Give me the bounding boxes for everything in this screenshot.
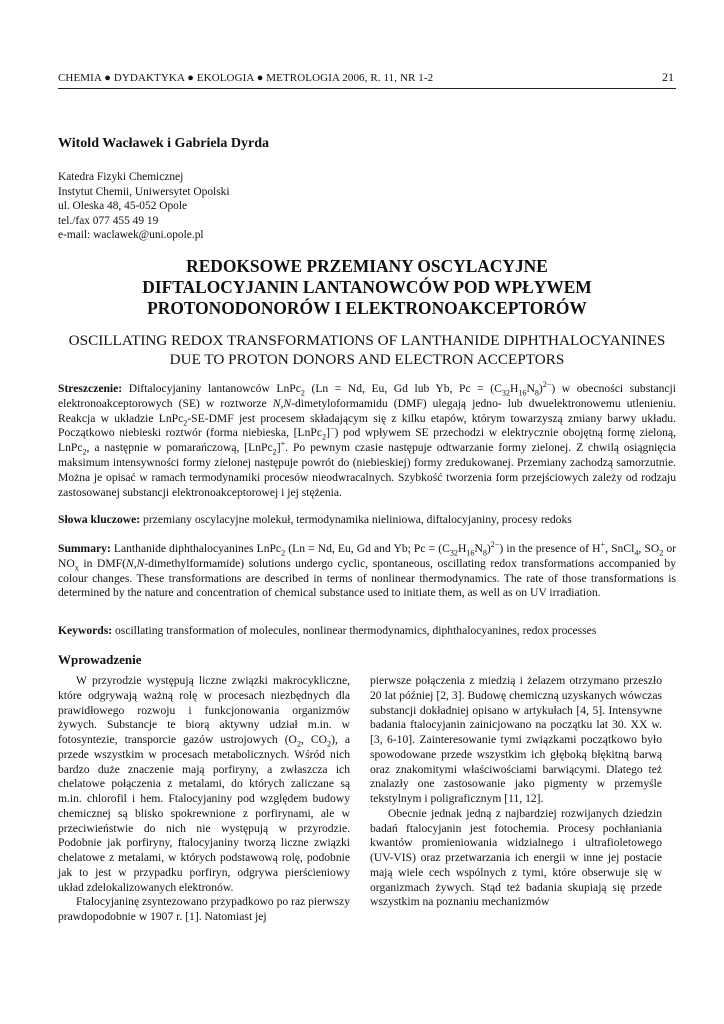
- header-rule: [58, 88, 676, 89]
- subscript: 2: [327, 739, 332, 749]
- title-line: OSCILLATING REDOX TRANSFORMATIONS OF LANTHANIDE DIPHTHALOCYANINES: [68, 332, 666, 349]
- text: -dimetyloformamidu (DMF) ulegają jedno- lub dwuelektronowemu utlenieniu. Reakcja w układzie LnPc: [58, 396, 676, 425]
- text: ]: [326, 426, 330, 440]
- subscript: 2: [183, 417, 188, 427]
- text: ): [538, 382, 543, 395]
- text: ) w obecności substancji elektronoakceptorowych (SE) w roztworze: [58, 382, 676, 410]
- text: ), a przede wszystkim w procesach metabolicznych. Wśród nich bardzo duże znaczenie mają porfiryny, a zwłaszcza ich chelatowe połączenia z metalami, do których zaliczane są m.in. chlorofil i hem. Ftalocyjaniny pod względem budowy chemicznej są blisko spokrewnione z porfirynami, ale w przeciwieństwie do nich nie występują w przyrodzie. Podobnie jak porfiryny, ftalocyjaniny tworzą liczne związki chelatowe z metalami, w których podstawową rolę, podobnie jak to jest w przypadku porfiryn, odgrywa pierścieniowy układ zdelokalizowanych elektronów.: [58, 733, 351, 894]
- authors: Witold Wacławek i Gabriela Dyrda: [58, 136, 270, 151]
- superscript: 2−: [542, 380, 552, 390]
- text: or NO: [58, 542, 677, 570]
- title-line: DUE TO PROTON DONORS AND ELECTRON ACCEPTORS: [169, 350, 565, 368]
- keywords-label: Słowa kluczowe:: [58, 513, 141, 526]
- summary-label: Summary:: [58, 542, 111, 555]
- text: -SE-DMF jest procesem składającym się z kilku etapów, którym towarzyszą zmiany barwy układu. Początkowo niebieski roztwór (forma niebieska, [LnPc: [58, 411, 676, 440]
- summary-english: [58, 542, 676, 601]
- keywords-polish: [58, 513, 676, 528]
- text: ) pod wpływem SE przechodzi w elektrycznie obojętną formę zieloną, LnPc: [58, 426, 676, 455]
- text: ]: [276, 441, 281, 455]
- title-line: DIFTALOCYJANIN LANTANOWCÓW POD WPŁYWEM: [142, 277, 592, 297]
- subscript: 32: [449, 548, 458, 558]
- body-column-left: [58, 674, 350, 925]
- keywords-text: przemiany oscylacyjne molekuł, termodynamika nieliniowa, diftalocyjaniny, procesy redoks: [140, 513, 572, 526]
- text: Lanthanide diphthalocyanines LnPc: [110, 542, 282, 555]
- text: Diftalocyjaniny lantanowców LnPc: [122, 382, 301, 395]
- subscript: 8: [482, 548, 487, 558]
- italic-text: N,N: [272, 396, 292, 410]
- abstract-polish: [58, 382, 676, 500]
- body-column-right: [370, 674, 662, 910]
- subscript: 32: [501, 388, 510, 398]
- keywords-english: [58, 624, 676, 639]
- text: , CO: [301, 733, 328, 746]
- abstract-label: Streszczenie:: [58, 382, 123, 395]
- text: , a następnie w pomarańczową, [LnPc: [86, 441, 273, 455]
- subscript: 2: [300, 388, 305, 398]
- superscript: +: [280, 439, 286, 449]
- affiliation-line: Instytut Chemii, Uniwersytet Opolski: [58, 185, 230, 198]
- text: , SO: [638, 542, 660, 555]
- text: N: [526, 382, 535, 395]
- paragraph: [58, 674, 350, 895]
- text: ) in the presence of H: [499, 542, 601, 555]
- keywords-text: oscillating transformation of molecules, nonlinear thermodynamics, diphthalocyanines, redox processes: [112, 624, 597, 637]
- page-number: 21: [662, 70, 674, 84]
- text: in DMF(: [78, 556, 126, 570]
- text: W przyrodzie występują liczne związki makrocykliczne, które odgrywają ważną rolę w procesach niezbędnych dla prawidłowego rozwoju i funkcjonowania organizmów żywych. Substancje te biorą aktywny udział m.in. w fotosyntezie, transporcie gazów ustrojowych (O: [58, 674, 350, 746]
- superscript: 2−: [490, 540, 500, 550]
- paragraph: Obecnie jednak jedną z najbardziej rozwijanych dziedzin badań ftalocyjanin jest fotochemia. Procesy pochłaniania kwantów promieniowania widzialnego i ultrafioletowego (UV-VIS) oraz przetwarzania ich energii w inne jej postacie mają wiele cech wspólnych z tymi, które obserwuje się w organizmach żywych. Stąd też badania skupiają się przede wszystkim na poznaniu mechanizmów: [370, 806, 662, 909]
- text: H: [509, 382, 519, 395]
- paragraph: pierwsze połączenia z miedzią i żelazem otrzymano przeszło 20 lat później [2, 3]. Budowę chemiczną uzyskanych wówczas substancji dokładniej opisano w artykułach [4, 5]. Intensywne badania ftalocyjanin zainicjowano na początku lat 30. XX w. [3, 6-10]. Zainteresowanie tymi związkami początkowo było spowodowane przede wszystkim ich głęboką błękitną barwą oraz znakomitymi właściwościami barwiącymi. Dlatego też znalazły one zastosowanie jako pigmenty w przemyśle tekstylnym i poligraficznym [11, 12].: [370, 674, 662, 805]
- subscript: x: [74, 563, 79, 573]
- superscript: −: [329, 424, 335, 434]
- affiliation-email: e-mail: waclawek@uni.opole.pl: [58, 229, 204, 242]
- text: , SnCl: [605, 542, 635, 555]
- title-line: PROTONODONORÓW I ELEKTRONOAKCEPTORÓW: [147, 298, 587, 318]
- subscript: 16: [466, 548, 475, 558]
- text: (Ln = Nd, Eu, Gd and Yb; Pc = (C: [285, 542, 450, 555]
- title-line: REDOKSOWE PRZEMIANY OSCYLACYJNE: [186, 256, 548, 276]
- section-heading: Wprowadzenie: [58, 652, 142, 667]
- title-polish: [58, 256, 676, 319]
- superscript: +: [600, 540, 606, 550]
- affiliation-line: Katedra Fizyki Chemicznej: [58, 171, 184, 183]
- subscript: 16: [518, 388, 527, 398]
- text: ): [486, 542, 491, 555]
- text: (Ln = Nd, Eu, Gd lub Yb, Pc = (C: [304, 382, 502, 395]
- text: -dimethylformamide) solutions undergo cyclic, spontaneous, oscillating redox transformations accompanied by colour changes. These transformations are described in terms of nonlinear thermodynamics. The rate of those transformations is determined by the nature and concentration of chemical substance used to initiate them, as well as on UV irradiation.: [58, 556, 676, 600]
- text: . Po pewnym czasie następuje odtwarzanie formy zielonej. Z chwilą osiągnięcia maksimum intensywności formy zielonej następuje powrót do (niebieskiej) formy zredukowanej. Przemiany zachodzą samorzutnie. Można je opisać w ramach termodynamiki procesów nieodwracalnych. Szybkość tworzenia form przejściowych zależy od rodzaju zastosowanej substancji elektronoakceptorowej i jej stężenia.: [58, 441, 676, 499]
- affiliation-line: ul. Oleska 48, 45-052 Opole: [58, 200, 188, 213]
- keywords-label: Keywords:: [58, 624, 113, 637]
- text: H: [457, 542, 467, 555]
- text: N: [474, 542, 483, 555]
- subscript: 2: [322, 432, 327, 442]
- paragraph: Ftalocyjaninę zsyntezowano przypadkowo po raz pierwszy prawdopodobnie w 1907 r. [1]. Natomiast jej: [58, 895, 350, 923]
- subscript: 2: [272, 447, 277, 457]
- subscript: 2: [82, 447, 87, 457]
- affiliation-line: tel./fax 077 455 49 19: [58, 214, 159, 227]
- subscript: 4: [634, 548, 639, 558]
- italic-text: N,N: [125, 556, 145, 570]
- affiliation: [58, 170, 229, 243]
- running-header: CHEMIA ● DYDAKTYKA ● EKOLOGIA ● METROLOGIA 2006, R. 11, NR 1-2: [58, 72, 434, 84]
- subscript: 2: [281, 548, 286, 558]
- subscript: 2: [659, 548, 664, 558]
- subscript: 8: [534, 388, 539, 398]
- title-english: [58, 332, 676, 369]
- subscript: 2: [296, 739, 301, 749]
